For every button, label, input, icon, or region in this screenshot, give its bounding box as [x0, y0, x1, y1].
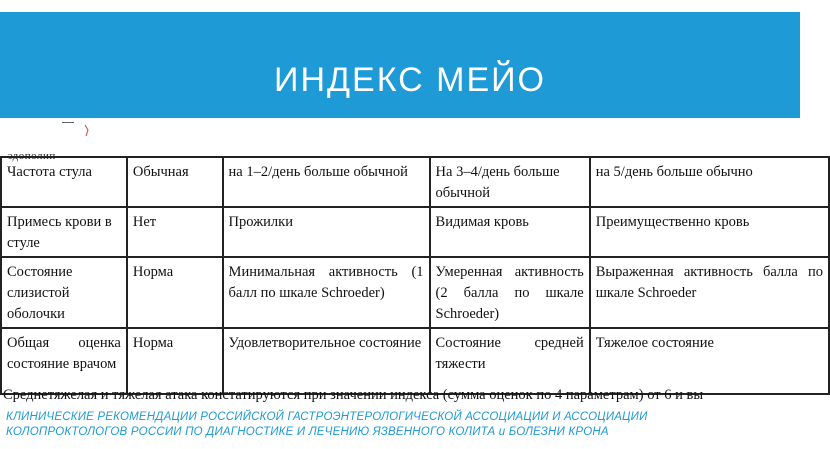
table-cell: Норма	[127, 328, 223, 394]
table-cell: Преимущественно кровь	[590, 207, 829, 257]
table-cell: Умеренная активность (2 балла по шкале Schroeder)	[430, 257, 590, 328]
table-cell: Общая оценка состояние врачом	[1, 328, 127, 394]
table-cell: на 5/день больше обычно	[590, 157, 829, 207]
scan-artifact	[62, 122, 74, 126]
table-row	[1, 157, 829, 207]
table-cell: Нет	[127, 207, 223, 257]
table-cell: Состояние средней тяжести	[430, 328, 590, 394]
mayo-index-table-wrap	[0, 156, 823, 408]
mayo-index-table	[0, 156, 830, 395]
table-cell: Примесь крови в стуле	[1, 207, 127, 257]
table-cell: Тяжелое состояние	[590, 328, 829, 394]
source-citation	[6, 410, 686, 440]
title-banner	[0, 12, 800, 118]
source-line-2: КОЛОПРОКТОЛОГОВ РОССИИ ПО ДИАГНОСТИКЕ И ЛЕЧЕНИЮ ЯЗВЕННОГО КОЛИТА и БОЛЕЗНИ КРОНА	[6, 426, 609, 438]
table-cell: Удовлетворительное состояние	[223, 328, 430, 394]
table-cell: Обычная	[127, 157, 223, 207]
table-cell: На 3–4/день больше обычной	[430, 157, 590, 207]
source-line-1: КЛИНИЧЕСКИЕ РЕКОМЕНДАЦИИ РОССИЙСКОЙ ГАСТРОЭНТЕРОЛОГИЧЕСКОЙ АССОЦИАЦИИ И АССОЦИАЦИИ	[6, 411, 648, 423]
table-cell: Минимальная активность (1 балл по шкале Schroeder)	[223, 257, 430, 328]
table-footnote: Среднетяжелая и тяжелая атака констатируются при значении индекса (сумма оценок по 4 параметрам) от 6 и вы	[3, 387, 704, 403]
table-cell: Частота стула	[1, 157, 127, 207]
cutoff-text: эдополип	[8, 150, 56, 162]
table-row	[1, 257, 829, 328]
slide-title: ИНДЕКС МЕЙО	[274, 61, 547, 99]
table-cell: Прожилки	[223, 207, 430, 257]
table-row	[1, 207, 829, 257]
table-cell: Выраженная активность балла по шкале Schroeder	[590, 257, 829, 328]
table-cell: на 1–2/день больше обычной	[223, 157, 430, 207]
scan-artifact-mark	[84, 125, 90, 137]
table-cell: Норма	[127, 257, 223, 328]
table-cell: Состояние слизистой оболочки	[1, 257, 127, 328]
table-cell: Видимая кровь	[430, 207, 590, 257]
